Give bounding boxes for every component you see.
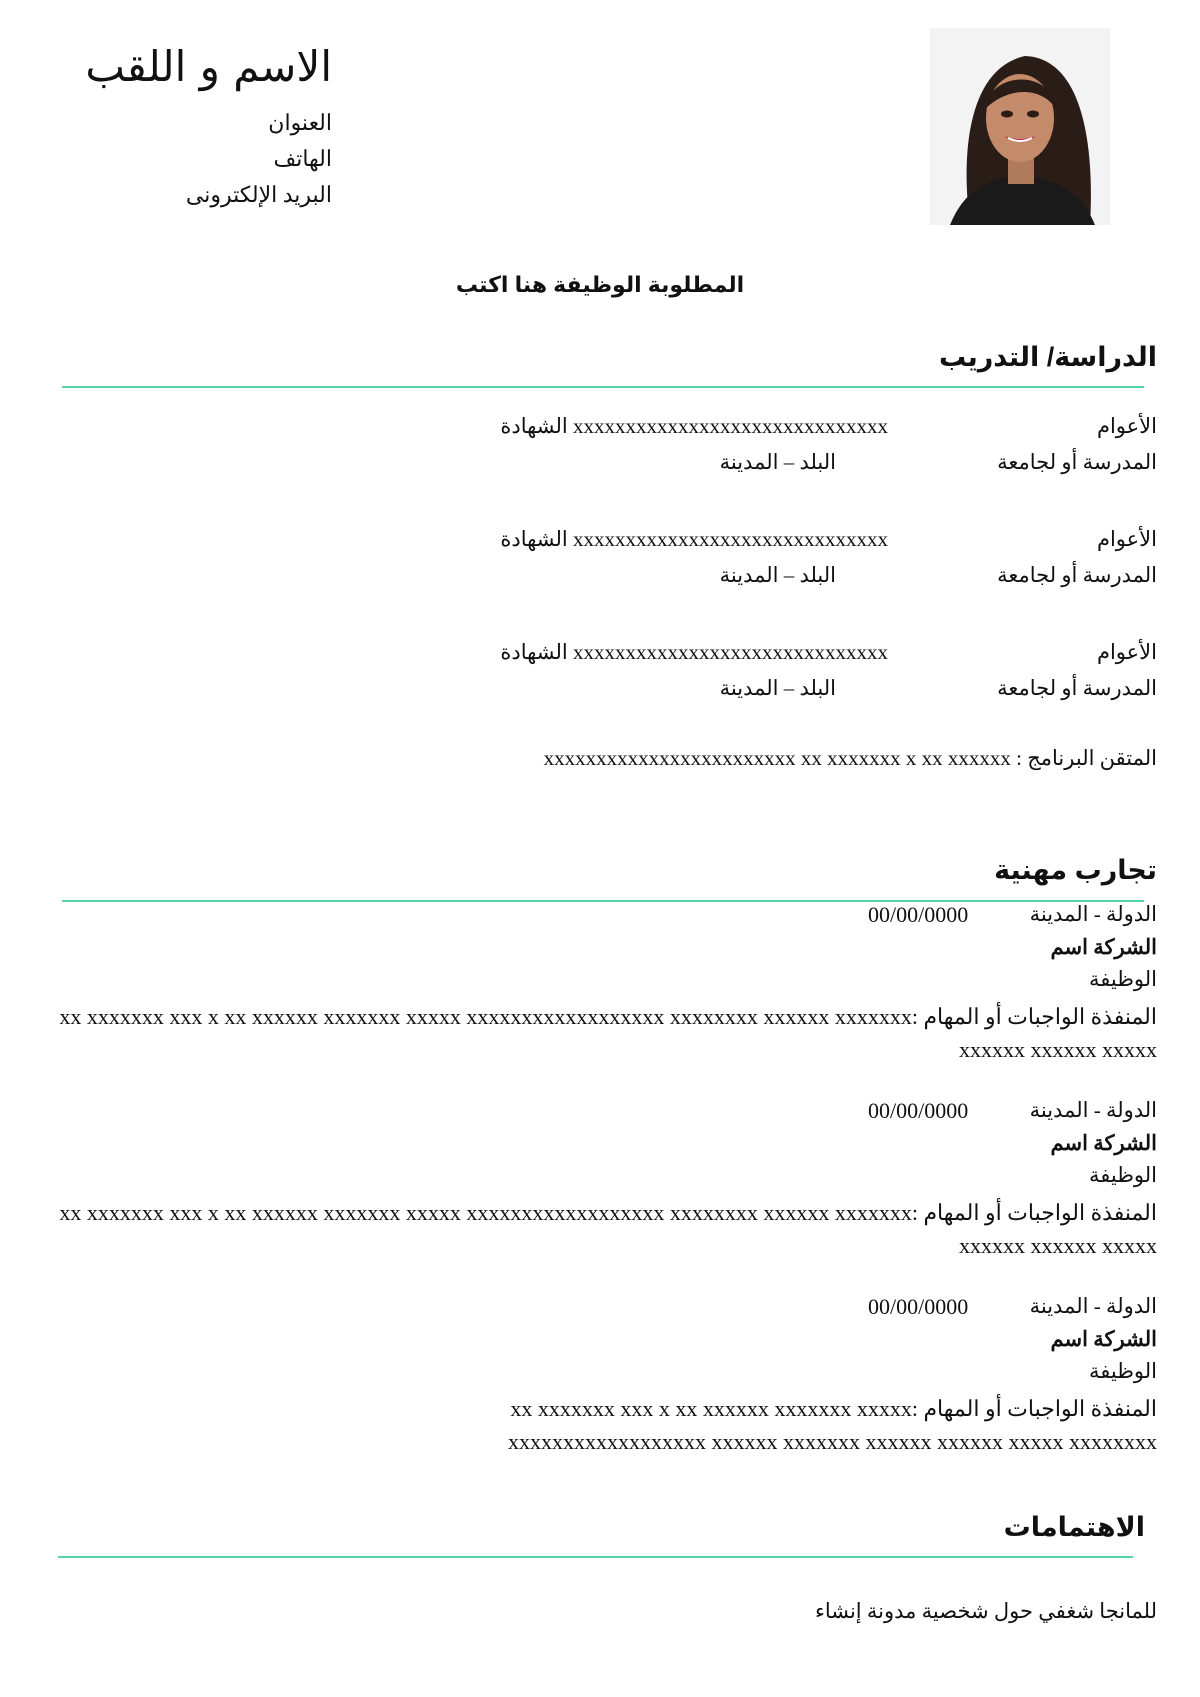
experience-date: 00/00/0000 xyxy=(868,1294,969,1319)
experience-divider xyxy=(62,900,1144,902)
experience-job: الوظيفة xyxy=(1088,1163,1157,1187)
experience-duties: المنفذة الواجبات أو المهام :xx xxxxxxx xxx x xx xxxxxx xxxxxxx xxxxx xxxxxxxxxxxxxxxxxx xxxxxxxx xxxxxx xxxxxxx xxxxxx xxxxxx xxxxx xyxy=(59,1200,1157,1258)
experience-location: الدولة - المدينة xyxy=(1029,1294,1157,1318)
interests-divider xyxy=(58,1556,1133,1558)
education-degree: xxxxxxxxxxxxxxxxxxxxxxxxxxxxxx الشهادة xyxy=(500,640,888,664)
target-job: المطلوبة الوظيفة هنا اكتب xyxy=(455,272,745,297)
candidate-name: الاسم و اللقب xyxy=(85,42,332,91)
experience-location: الدولة - المدينة xyxy=(1029,902,1157,926)
education-school: المدرسة أو لجامعة xyxy=(997,450,1157,474)
experience-location: الدولة - المدينة xyxy=(1029,1098,1157,1122)
email-field: البريد الإلكترونى xyxy=(185,182,332,207)
interests-title: الاهتمامات xyxy=(1003,1512,1145,1542)
education-school: المدرسة أو لجامعة xyxy=(997,563,1157,587)
experience-date: 00/00/0000 xyxy=(868,1098,969,1123)
address-field: العنوان xyxy=(268,110,332,135)
education-place: البلد – المدينة xyxy=(719,676,836,700)
education-place: البلد – المدينة xyxy=(719,563,836,587)
experience-duties: المنفذة الواجبات أو المهام :xx xxxxxxx xxx x xx xxxxxx xxxxxxx xxxxx xxxxxxxxxxxxxxxxxx xxxxxx xxxxxxx xxxxxx xxxxxx xxxxx xxxxxxxx xyxy=(508,1396,1157,1454)
profile-photo xyxy=(930,28,1110,225)
phone-field: الهاتف xyxy=(273,146,332,171)
education-place: البلد – المدينة xyxy=(719,450,836,474)
experience-job: الوظيفة xyxy=(1088,967,1157,991)
experience-company: الشركة اسم xyxy=(1050,935,1157,959)
experience-duties: المنفذة الواجبات أو المهام :xx xxxxxxx xxx x xx xxxxxx xxxxxxx xxxxx xxxxxxxxxxxxxxxxxx xxxxxxxx xxxxxx xxxxxxx xxxxxx xxxxxx xxxxx xyxy=(59,1004,1157,1062)
experience-title: تجارب مهنية xyxy=(994,855,1157,885)
experience-date: 00/00/0000 xyxy=(868,902,969,927)
experience-company: الشركة اسم xyxy=(1050,1327,1157,1351)
experience-company: الشركة اسم xyxy=(1050,1131,1157,1155)
education-school: المدرسة أو لجامعة xyxy=(997,676,1157,700)
software-line: المتقن البرنامج : xxxxxxxxxxxxxxxxxxxxxxxx xx xxxxxxx x xx xxxxxx xyxy=(543,746,1157,770)
education-years: الأعوام xyxy=(1096,527,1157,551)
experience-job: الوظيفة xyxy=(1088,1359,1157,1383)
education-title: الدراسة/ التدريب xyxy=(939,342,1157,372)
education-years: الأعوام xyxy=(1096,640,1157,664)
education-years: الأعوام xyxy=(1096,414,1157,438)
education-degree: xxxxxxxxxxxxxxxxxxxxxxxxxxxxxx الشهادة xyxy=(500,414,888,438)
education-degree: xxxxxxxxxxxxxxxxxxxxxxxxxxxxxx الشهادة xyxy=(500,527,888,551)
education-divider xyxy=(62,386,1144,388)
interests-text: للمانجا شغفي حول شخصية مدونة إنشاء xyxy=(814,1599,1157,1623)
